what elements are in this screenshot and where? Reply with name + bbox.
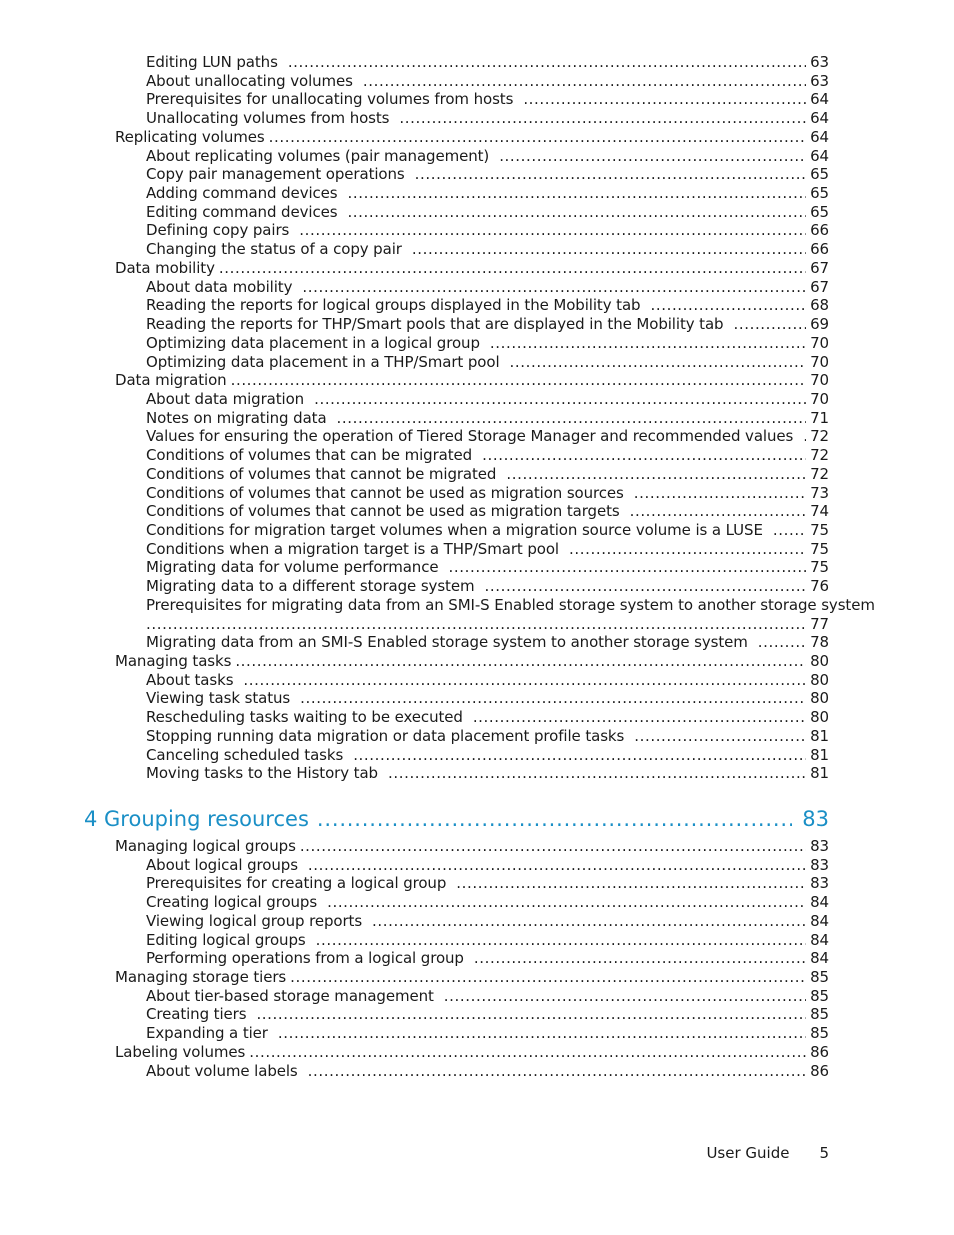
toc-entry-title: Conditions of volumes that cannot be used as migration sources xyxy=(146,483,624,502)
toc-subsection-entry[interactable] xyxy=(0,893,829,912)
dot-leader xyxy=(235,652,806,671)
toc-entry-title: Notes on migrating data xyxy=(146,408,327,427)
toc-entry-page-number: 86 xyxy=(810,1042,829,1061)
dot-leader xyxy=(490,334,806,353)
toc-subsection-entry[interactable] xyxy=(0,987,829,1006)
toc-entry-title: About tier-based storage management xyxy=(146,986,434,1005)
toc-entry-page-number: 66 xyxy=(810,221,829,240)
dot-leader xyxy=(327,893,806,912)
dot-leader xyxy=(484,577,806,596)
toc-entry-page-number: 64 xyxy=(810,146,829,165)
toc-section-entry[interactable] xyxy=(0,1043,829,1062)
toc-entry-title: Data mobility xyxy=(115,258,215,277)
toc-subsection-entry[interactable] xyxy=(0,1024,829,1043)
toc-subsection-entry[interactable] xyxy=(0,334,829,353)
toc-subsection-entry[interactable] xyxy=(0,708,829,727)
toc-entry-title: Reading the reports for logical groups displayed in the Mobility tab xyxy=(146,296,641,315)
toc-entry-page-number: 71 xyxy=(810,408,829,427)
toc-subsection-entry[interactable] xyxy=(0,502,829,521)
toc-subsection-entry[interactable] xyxy=(0,746,829,765)
toc-subsection-entry[interactable] xyxy=(0,184,829,203)
toc-entry-page-number: 84 xyxy=(810,949,829,968)
toc-entry-page-number: 81 xyxy=(810,726,829,745)
toc-entry-title: Adding command devices xyxy=(146,184,338,203)
toc-entry-title: Viewing logical group reports xyxy=(146,911,363,930)
dot-leader xyxy=(308,1062,806,1081)
dot-leader xyxy=(146,615,806,634)
dot-leader xyxy=(506,465,806,484)
dot-leader xyxy=(388,764,806,783)
toc-entry-page-number: 83 xyxy=(810,837,829,855)
toc-entry-title: Managing storage tiers xyxy=(115,968,287,987)
toc-subsection-entry[interactable] xyxy=(0,427,829,446)
toc-entry-title: Prerequisites for unallocating volumes from hosts xyxy=(146,90,514,109)
dot-leader xyxy=(449,558,807,577)
toc-chapter-section xyxy=(0,805,954,1080)
dot-leader xyxy=(337,409,807,428)
toc-subsection-entry[interactable] xyxy=(0,109,829,128)
toc-entry-page-number: 67 xyxy=(810,258,829,277)
toc-entry-page-number: 86 xyxy=(810,1061,829,1080)
toc-entry-title: Moving tasks to the History tab xyxy=(146,764,378,783)
dot-leader xyxy=(316,931,807,950)
dot-leader xyxy=(773,521,806,540)
toc-entry-page-number: 75 xyxy=(810,558,829,577)
toc-entry-title: Replicating volumes xyxy=(115,127,265,146)
page-footer xyxy=(0,1143,829,1163)
dot-leader xyxy=(758,633,806,652)
toc-subsection-entry[interactable] xyxy=(0,390,829,409)
toc-subsection-entry[interactable] xyxy=(0,595,875,633)
toc-entry-title: About logical groups xyxy=(146,855,298,874)
toc-entry-page-number: 80 xyxy=(810,689,829,708)
toc-entry-page-number: 72 xyxy=(810,446,829,465)
toc-entry-title: Performing operations from a logical group xyxy=(146,949,464,968)
toc-entry-title: Rescheduling tasks waiting to be executed xyxy=(146,708,463,727)
toc-entry-title: About data migration xyxy=(146,389,305,408)
toc-entry-page-number: 63 xyxy=(810,71,829,90)
chapter-page-number: 83 xyxy=(802,807,829,831)
toc-entry-page-number: 74 xyxy=(810,502,829,521)
toc-entry-title: Conditions of volumes that cannot be used as migration targets xyxy=(146,502,620,521)
toc-entry-title: Viewing task status xyxy=(146,689,291,708)
dot-leader xyxy=(249,1043,806,1062)
toc-entry-title: Expanding a tier xyxy=(146,1024,268,1043)
toc-entry-title: Editing logical groups xyxy=(146,930,306,949)
dot-leader xyxy=(308,856,806,875)
toc-subsection-entry[interactable] xyxy=(0,558,829,577)
toc-subsection-entry[interactable] xyxy=(0,409,829,428)
toc-section-entry[interactable] xyxy=(0,371,829,390)
toc-subsection-entry[interactable] xyxy=(0,278,829,297)
toc-entry-title: Conditions when a migration target is a THP/Smart pool xyxy=(146,539,559,558)
toc-entry-title: Creating tiers xyxy=(146,1005,247,1024)
toc-subsection-entry[interactable] xyxy=(0,912,829,931)
chapter-heading[interactable] xyxy=(0,805,829,837)
toc-section-entry[interactable] xyxy=(0,837,829,856)
dot-leader xyxy=(256,1005,806,1024)
dot-leader xyxy=(353,746,806,765)
toc-section-continued xyxy=(0,53,954,783)
dot-leader xyxy=(456,874,806,893)
toc-subsection-entry[interactable] xyxy=(0,671,829,690)
toc-subsection-entry[interactable] xyxy=(0,446,829,465)
dot-leader xyxy=(300,689,806,708)
toc-entry-page-number: 70 xyxy=(810,389,829,408)
toc-entry-page-number: 70 xyxy=(810,352,829,371)
toc-entry-page-number: 64 xyxy=(810,127,829,146)
toc-subsection-entry[interactable] xyxy=(0,689,829,708)
toc-subsection-entry[interactable] xyxy=(0,727,829,746)
dot-leader xyxy=(412,240,806,259)
toc-entry-title: Conditions of volumes that can be migrated xyxy=(146,446,473,465)
toc-entry-page-number: 69 xyxy=(810,315,829,334)
toc-entry-title: Conditions for migration target volumes when a migration source volume is a LUSE xyxy=(146,520,763,539)
toc-subsection-entry[interactable] xyxy=(0,240,829,259)
toc-entry-title: Editing command devices xyxy=(146,202,338,221)
toc-entry-title: Copy pair management operations xyxy=(146,165,405,184)
toc-entry-page-number: 83 xyxy=(810,874,829,893)
toc-entry-page-number: 84 xyxy=(810,893,829,912)
toc-subsection-entry[interactable] xyxy=(0,949,829,968)
toc-entry-title: Canceling scheduled tasks xyxy=(146,745,344,764)
toc-entry-title: Defining copy pairs xyxy=(146,221,290,240)
toc-section-entry[interactable] xyxy=(0,259,829,278)
toc-entry-title: Prerequisites for creating a logical group xyxy=(146,874,447,893)
toc-subsection-entry[interactable] xyxy=(0,540,829,559)
toc-entry-page-number: 70 xyxy=(810,371,829,390)
toc-entry-title: Conditions of volumes that cannot be migrated xyxy=(146,464,497,483)
toc-entry-page-number: 84 xyxy=(810,911,829,930)
dot-leader xyxy=(569,540,806,559)
toc-subsection-entry[interactable] xyxy=(0,53,829,72)
dot-leader xyxy=(634,484,806,503)
toc-entry-title: Managing tasks xyxy=(115,652,232,670)
chapter-title: 4 Grouping resources xyxy=(84,807,309,831)
toc-subsection-entry[interactable] xyxy=(0,90,829,109)
toc-section-entry[interactable] xyxy=(0,128,829,147)
toc-entry-page-number: 80 xyxy=(810,708,829,727)
dot-leader xyxy=(347,203,806,222)
toc-entry-wrap-line xyxy=(146,615,829,634)
toc-entry-page-number: 75 xyxy=(810,520,829,539)
dot-leader xyxy=(630,502,807,521)
dot-leader xyxy=(348,184,807,203)
toc-section-entry[interactable] xyxy=(0,652,829,671)
toc-entry-title: Migrating data for volume performance xyxy=(146,558,439,577)
toc-entry-page-number: 63 xyxy=(810,53,829,71)
footer-page-number: 5 xyxy=(819,1144,829,1162)
toc-subsection-entry[interactable] xyxy=(0,577,829,596)
toc-subsection-entry[interactable] xyxy=(0,1062,829,1081)
toc-entry-page-number: 85 xyxy=(810,1005,829,1024)
toc-entry-page-number: 80 xyxy=(810,652,829,670)
toc-subsection-entry[interactable] xyxy=(0,203,829,222)
toc-entry-title: Optimizing data placement in a THP/Smart pool xyxy=(146,352,500,371)
chapter-entries xyxy=(0,837,954,1080)
dot-leader xyxy=(314,390,806,409)
toc-subsection-entry[interactable] xyxy=(0,764,829,783)
dot-leader xyxy=(278,1024,806,1043)
dot-leader xyxy=(444,987,806,1006)
dot-leader xyxy=(299,221,806,240)
toc-entry-page-number: 77 xyxy=(810,614,829,633)
toc-entry-page-number: 64 xyxy=(810,90,829,109)
toc-entry-page-number: 81 xyxy=(810,764,829,783)
toc-entry-title: Labeling volumes xyxy=(115,1042,246,1061)
toc-entry-page-number: 85 xyxy=(810,1024,829,1043)
toc-entry-title: About replicating volumes (pair management) xyxy=(146,146,490,165)
toc-subsection-entry[interactable] xyxy=(0,1005,829,1024)
toc-subsection-entry[interactable] xyxy=(0,521,829,540)
toc-subsection-entry[interactable] xyxy=(0,165,829,184)
toc-entry-title: About tasks xyxy=(146,670,234,689)
dot-leader xyxy=(231,371,807,390)
toc-subsection-entry[interactable] xyxy=(0,147,829,166)
toc-entry-page-number: 84 xyxy=(810,930,829,949)
toc-entry-title: About volume labels xyxy=(146,1061,298,1080)
toc-entry-page-number: 70 xyxy=(810,333,829,352)
dot-leader xyxy=(243,671,806,690)
toc-entry-page-number: 81 xyxy=(810,745,829,764)
toc-entry-title: About unallocating volumes xyxy=(146,71,353,90)
toc-subsection-entry[interactable] xyxy=(0,72,829,91)
toc-entry-title: Optimizing data placement in a logical group xyxy=(146,333,480,352)
dot-leader xyxy=(473,708,806,727)
toc-entry-page-number: 67 xyxy=(810,277,829,296)
toc-entry-page-number: 83 xyxy=(810,855,829,874)
toc-subsection-entry[interactable] xyxy=(0,315,829,334)
toc-entry-page-number: 85 xyxy=(810,986,829,1005)
toc-entry-page-number: 66 xyxy=(810,240,829,259)
dot-leader xyxy=(302,278,806,297)
dot-leader xyxy=(499,147,806,166)
toc-entry-title: Stopping running data migration or data placement profile tasks xyxy=(146,726,625,745)
toc-entry-title: Unallocating volumes from hosts xyxy=(146,109,390,128)
toc-entry-title: Migrating data to a different storage system xyxy=(146,577,475,596)
dot-leader xyxy=(288,53,806,72)
toc-entry-page-number: 65 xyxy=(810,184,829,203)
toc-subsection-entry[interactable] xyxy=(0,465,829,484)
toc-entry-page-number: 65 xyxy=(810,165,829,184)
toc-entry-title: About data mobility xyxy=(146,277,293,296)
toc-entry-title: Reading the reports for THP/Smart pools that are displayed in the Mobility tab xyxy=(146,315,724,334)
toc-entry-title: Migrating data from an SMI-S Enabled storage system to another storage system xyxy=(146,633,748,652)
toc-entry-page-number: 68 xyxy=(810,296,829,315)
toc-subsection-entry[interactable] xyxy=(0,296,829,315)
dot-leader xyxy=(290,968,806,987)
dot-leader xyxy=(650,296,806,315)
toc-subsection-entry[interactable] xyxy=(0,931,829,950)
dot-leader xyxy=(269,128,807,147)
toc-entry-page-number: 64 xyxy=(810,109,829,128)
dot-leader xyxy=(523,90,806,109)
dot-leader xyxy=(415,165,806,184)
dot-leader xyxy=(634,727,806,746)
toc-entry-page-number: 85 xyxy=(810,968,829,987)
dot-leader xyxy=(510,353,807,372)
toc-entry-page-number: 80 xyxy=(810,670,829,689)
dot-leader xyxy=(474,949,806,968)
toc-section-entry[interactable] xyxy=(0,968,829,987)
toc-entry-title: Data migration xyxy=(115,371,227,390)
toc-entry-title: Values for ensuring the operation of Tiered Storage Manager and recommended values xyxy=(146,427,794,446)
footer-doc-title: User Guide xyxy=(706,1144,790,1162)
toc-entry-page-number: 72 xyxy=(810,464,829,483)
toc-entry-page-number: 65 xyxy=(810,202,829,221)
toc-entry-page-number: 73 xyxy=(810,483,829,502)
toc-subsection-entry[interactable] xyxy=(0,856,829,875)
toc-subsection-entry[interactable] xyxy=(0,221,829,240)
dot-leader xyxy=(372,912,806,931)
toc-subsection-entry[interactable] xyxy=(0,353,829,372)
toc-entry-title: Managing logical groups xyxy=(115,837,296,855)
toc-entry-title: Prerequisites for migrating data from an SMI-S Enabled storage system to another storage system xyxy=(146,595,875,614)
dot-leader xyxy=(733,315,806,334)
dot-leader xyxy=(317,805,792,833)
toc-subsection-entry[interactable] xyxy=(0,633,829,652)
toc-entry-page-number: 76 xyxy=(810,577,829,596)
dot-leader xyxy=(300,837,806,856)
toc-subsection-entry[interactable] xyxy=(0,484,829,503)
toc-subsection-entry[interactable] xyxy=(0,874,829,893)
toc-entry-title: Editing LUN paths xyxy=(146,53,278,71)
dot-leader xyxy=(219,259,806,278)
toc-entry-page-number: 75 xyxy=(810,539,829,558)
toc-entry-title: Creating logical groups xyxy=(146,893,318,912)
dot-leader xyxy=(363,72,806,91)
toc-entry-page-number: 78 xyxy=(810,633,829,652)
dot-leader xyxy=(482,446,806,465)
dot-leader xyxy=(399,109,806,128)
toc-entry-page-number: 72 xyxy=(810,427,829,446)
toc-entry-title: Changing the status of a copy pair xyxy=(146,240,402,259)
